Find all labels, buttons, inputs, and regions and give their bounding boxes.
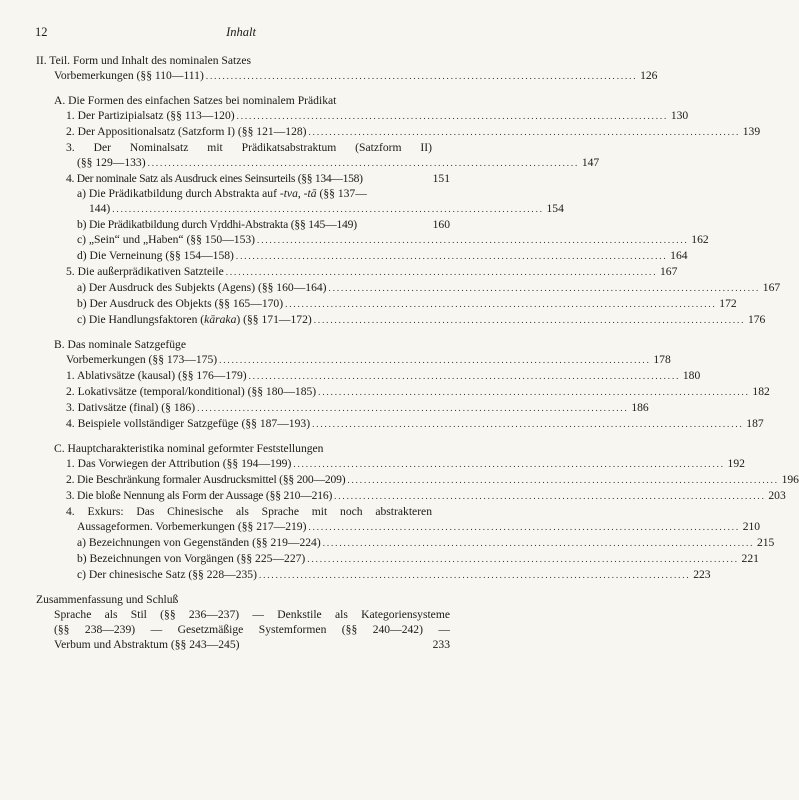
toc-entry-text: 4. Beispiele vollständiger Satzgefüge (§§ 187—193)	[66, 417, 311, 430]
toc-page-number: 196	[781, 473, 799, 486]
toc-page-number: 223	[693, 568, 711, 581]
table-of-contents	[36, 53, 799, 652]
leader-dots: ........................................................................................................	[308, 522, 741, 532]
toc-entry	[36, 108, 689, 124]
toc-entry	[36, 504, 450, 519]
toc-page-number: 210	[742, 520, 761, 533]
toc-entry-text: Verbum und Abstraktum (§§ 243—245)	[54, 638, 240, 651]
toc-page-number: 186	[631, 401, 649, 414]
toc-entry	[36, 68, 658, 84]
toc-entry	[36, 416, 764, 432]
leader-dots: ........................................................................................................	[258, 570, 691, 580]
toc-entry-text: c) Der chinesische Satz (§§ 228—235)	[77, 568, 257, 581]
leader-dots: ........................................................................................................	[285, 299, 717, 309]
toc-entry	[36, 607, 450, 622]
toc-page-number: 139	[742, 125, 761, 138]
toc-page-number: 180	[682, 369, 701, 382]
leader-dots: ........................................................................................................	[328, 283, 761, 293]
leader-dots: ........................................................................................................	[347, 475, 779, 485]
toc-entry-text: (§§ 129—133)	[77, 156, 146, 169]
toc-part-title-text: II. Teil. Form und Inhalt des nominalen Satzes	[36, 54, 252, 67]
toc-entry-text: Aussageformen. Vorbemerkungen (§§ 217—219)	[77, 520, 307, 533]
toc-entry-text: 3. Dativsätze (final) (§ 186)	[66, 401, 196, 414]
toc-entry-text: b) Bezeichnungen von Vorgängen (§§ 225—227)	[77, 552, 306, 565]
toc-entry	[36, 637, 450, 652]
toc-entry-text: d) Die Verneinung (§§ 154—158)	[77, 249, 234, 262]
toc-entry	[36, 140, 450, 155]
toc-page-number: 130	[670, 109, 689, 122]
toc-entry-text: 144)	[89, 202, 111, 215]
toc-section-heading	[36, 592, 450, 607]
toc-entry	[36, 186, 450, 201]
toc-entry-text: Vorbemerkungen (§§ 173—175)	[66, 353, 218, 366]
toc-entry	[36, 400, 649, 416]
toc-page-number: 221	[741, 552, 759, 565]
toc-page-number: 162	[691, 233, 709, 246]
toc-entry	[36, 368, 701, 384]
toc-entry	[36, 567, 711, 583]
toc-entry-text: Sprache als Stil (§§ 236—237) — Denkstile als Kategoriensysteme	[54, 608, 450, 621]
toc-entry-text: 4. Exkurs: Das Chinesische als Sprache mit noch abstrakteren	[66, 505, 432, 518]
toc-page-number: 172	[719, 297, 737, 310]
leader-dots: ........................................................................................................	[219, 355, 651, 365]
toc-entry	[36, 312, 766, 328]
toc-entry	[36, 456, 745, 472]
toc-entry-text: 5. Die außerprädikativen Satzteile	[66, 265, 224, 278]
toc-entry	[36, 535, 775, 551]
toc-entry	[36, 155, 600, 171]
leader-dots: ........................................................................................................	[236, 111, 669, 121]
toc-entry-text: 1. Der Partizipialsatz (§§ 113—120)	[66, 109, 235, 122]
leader-dots: ........................................................................................................	[312, 419, 744, 429]
toc-page-number: 182	[752, 385, 770, 398]
toc-section-heading	[36, 441, 450, 456]
toc-page-number: 192	[727, 457, 745, 470]
leader-dots: ........................................................................................................	[248, 371, 681, 381]
toc-entry-text: 1. Das Vorwiegen der Attribution (§§ 194—199)	[66, 457, 292, 470]
leader-dots: ........................................................................................................	[205, 71, 638, 81]
page-number: 12	[35, 25, 48, 39]
leader-dots: ........................................................................................................	[235, 251, 668, 261]
leader-dots: ........................................................................................................	[307, 554, 739, 564]
toc-entry	[36, 124, 761, 140]
toc-entry	[36, 472, 799, 488]
toc-entry	[36, 384, 770, 400]
toc-page-number: 167	[762, 281, 781, 294]
toc-entry	[36, 171, 450, 186]
toc-entry-text: a) Der Ausdruck des Subjekts (Agens) (§§ 160—164)	[77, 281, 327, 294]
toc-page-number: 215	[756, 536, 775, 549]
leader-dots: ........................................................................................................	[313, 315, 746, 325]
leader-dots: ........................................................................................................	[318, 387, 750, 397]
toc-entry-text: 2. Lokativsätze (temporal/konditional) (§§ 180—185)	[66, 385, 317, 398]
toc-entry	[36, 551, 759, 567]
toc-page-number: 187	[746, 417, 764, 430]
leader-dots: ........................................................................................................	[293, 459, 725, 469]
toc-entry-text: b) Die Prädikatbildung durch Vṛddhi-Abstrakta (§§ 145—149)	[77, 218, 357, 231]
toc-entry-text: 3. Die bloße Nennung als Form der Aussage (§§ 210—216)	[66, 489, 333, 502]
toc-section-heading	[36, 337, 450, 352]
toc-entry-text: (§§ 238—239) — Gesetzmäßige Systemformen (§§ 240—242) —	[54, 623, 450, 636]
toc-summary-heading: Zusammenfassung und Schluß	[36, 593, 179, 606]
toc-page-number: 126	[640, 69, 658, 82]
toc-entry-text: c) Die Handlungsfaktoren (kāraka) (§§ 171—172)	[77, 313, 312, 326]
toc-page-number: 167	[659, 265, 678, 278]
toc-entry	[36, 264, 678, 280]
toc-entry	[36, 519, 761, 535]
toc-entry-text: 4. Der nominale Satz als Ausdruck eines Seinsurteils (§§ 134—158)	[66, 172, 363, 185]
toc-page-number: 154	[546, 202, 564, 215]
toc-entry-text: a) Die Prädikatbildung durch Abstrakta auf -tva, -tā (§§ 137—	[77, 187, 367, 200]
toc-entry-text: a) Bezeichnungen von Gegenständen (§§ 219—224)	[77, 536, 321, 549]
leader-dots: ........................................................................................................	[112, 204, 544, 214]
page-header	[35, 25, 447, 41]
toc-page-number: 178	[653, 353, 671, 366]
leader-dots: ........................................................................................................	[308, 127, 741, 137]
toc-page-number: 151	[432, 172, 450, 185]
toc-entry	[36, 622, 450, 637]
toc-entry-text: 2. Der Appositionalsatz (Satzform I) (§§ 121—128)	[66, 125, 307, 138]
leader-dots: ........................................................................................................	[147, 158, 580, 168]
toc-entry	[36, 217, 450, 232]
leader-dots: ........................................................................................................	[197, 403, 629, 413]
toc-page-number: 203	[768, 489, 786, 502]
toc-page-number: 233	[432, 638, 450, 651]
leader-dots: ........................................................................................................	[225, 267, 658, 277]
toc-section-b-heading: B. Das nominale Satzgefüge	[54, 338, 187, 351]
toc-entry-text: c) „Sein“ und „Haben“ (§§ 150—153)	[77, 233, 256, 246]
toc-entry	[36, 232, 709, 248]
toc-page-number: 176	[747, 313, 766, 326]
toc-entry-text: 2. Die Beschränkung formaler Ausdrucksmittel (§§ 200—209)	[66, 473, 346, 486]
leader-dots: ........................................................................................................	[257, 235, 689, 245]
toc-entry	[36, 280, 781, 296]
leader-dots: ........................................................................................................	[334, 491, 766, 501]
toc-page-number: 147	[581, 156, 600, 169]
toc-entry	[36, 296, 737, 312]
toc-entry-text: 3. Der Nominalsatz mit Prädikatsabstraktum (Satzform II)	[66, 141, 432, 154]
toc-section-a-heading: A. Die Formen des einfachen Satzes bei nominalem Prädikat	[54, 94, 337, 107]
toc-entry-text: Vorbemerkungen (§§ 110—111)	[54, 69, 204, 82]
running-title: Inhalt	[226, 25, 256, 39]
toc-entry-text: b) Der Ausdruck des Objekts (§§ 165—170)	[77, 297, 284, 310]
toc-section-c-heading: C. Hauptcharakteristika nominal geformter Feststellungen	[54, 442, 324, 455]
toc-page-number: 164	[670, 249, 688, 262]
toc-entry-text: 1. Ablativsätze (kausal) (§§ 176—179)	[66, 369, 247, 382]
toc-entry	[36, 488, 786, 504]
toc-page-number: 160	[432, 218, 450, 231]
toc-entry	[36, 201, 564, 217]
toc-entry	[36, 248, 688, 264]
toc-part-title	[36, 53, 450, 68]
toc-section-heading	[36, 93, 450, 108]
toc-entry	[36, 352, 671, 368]
leader-dots: ........................................................................................................	[322, 538, 755, 548]
